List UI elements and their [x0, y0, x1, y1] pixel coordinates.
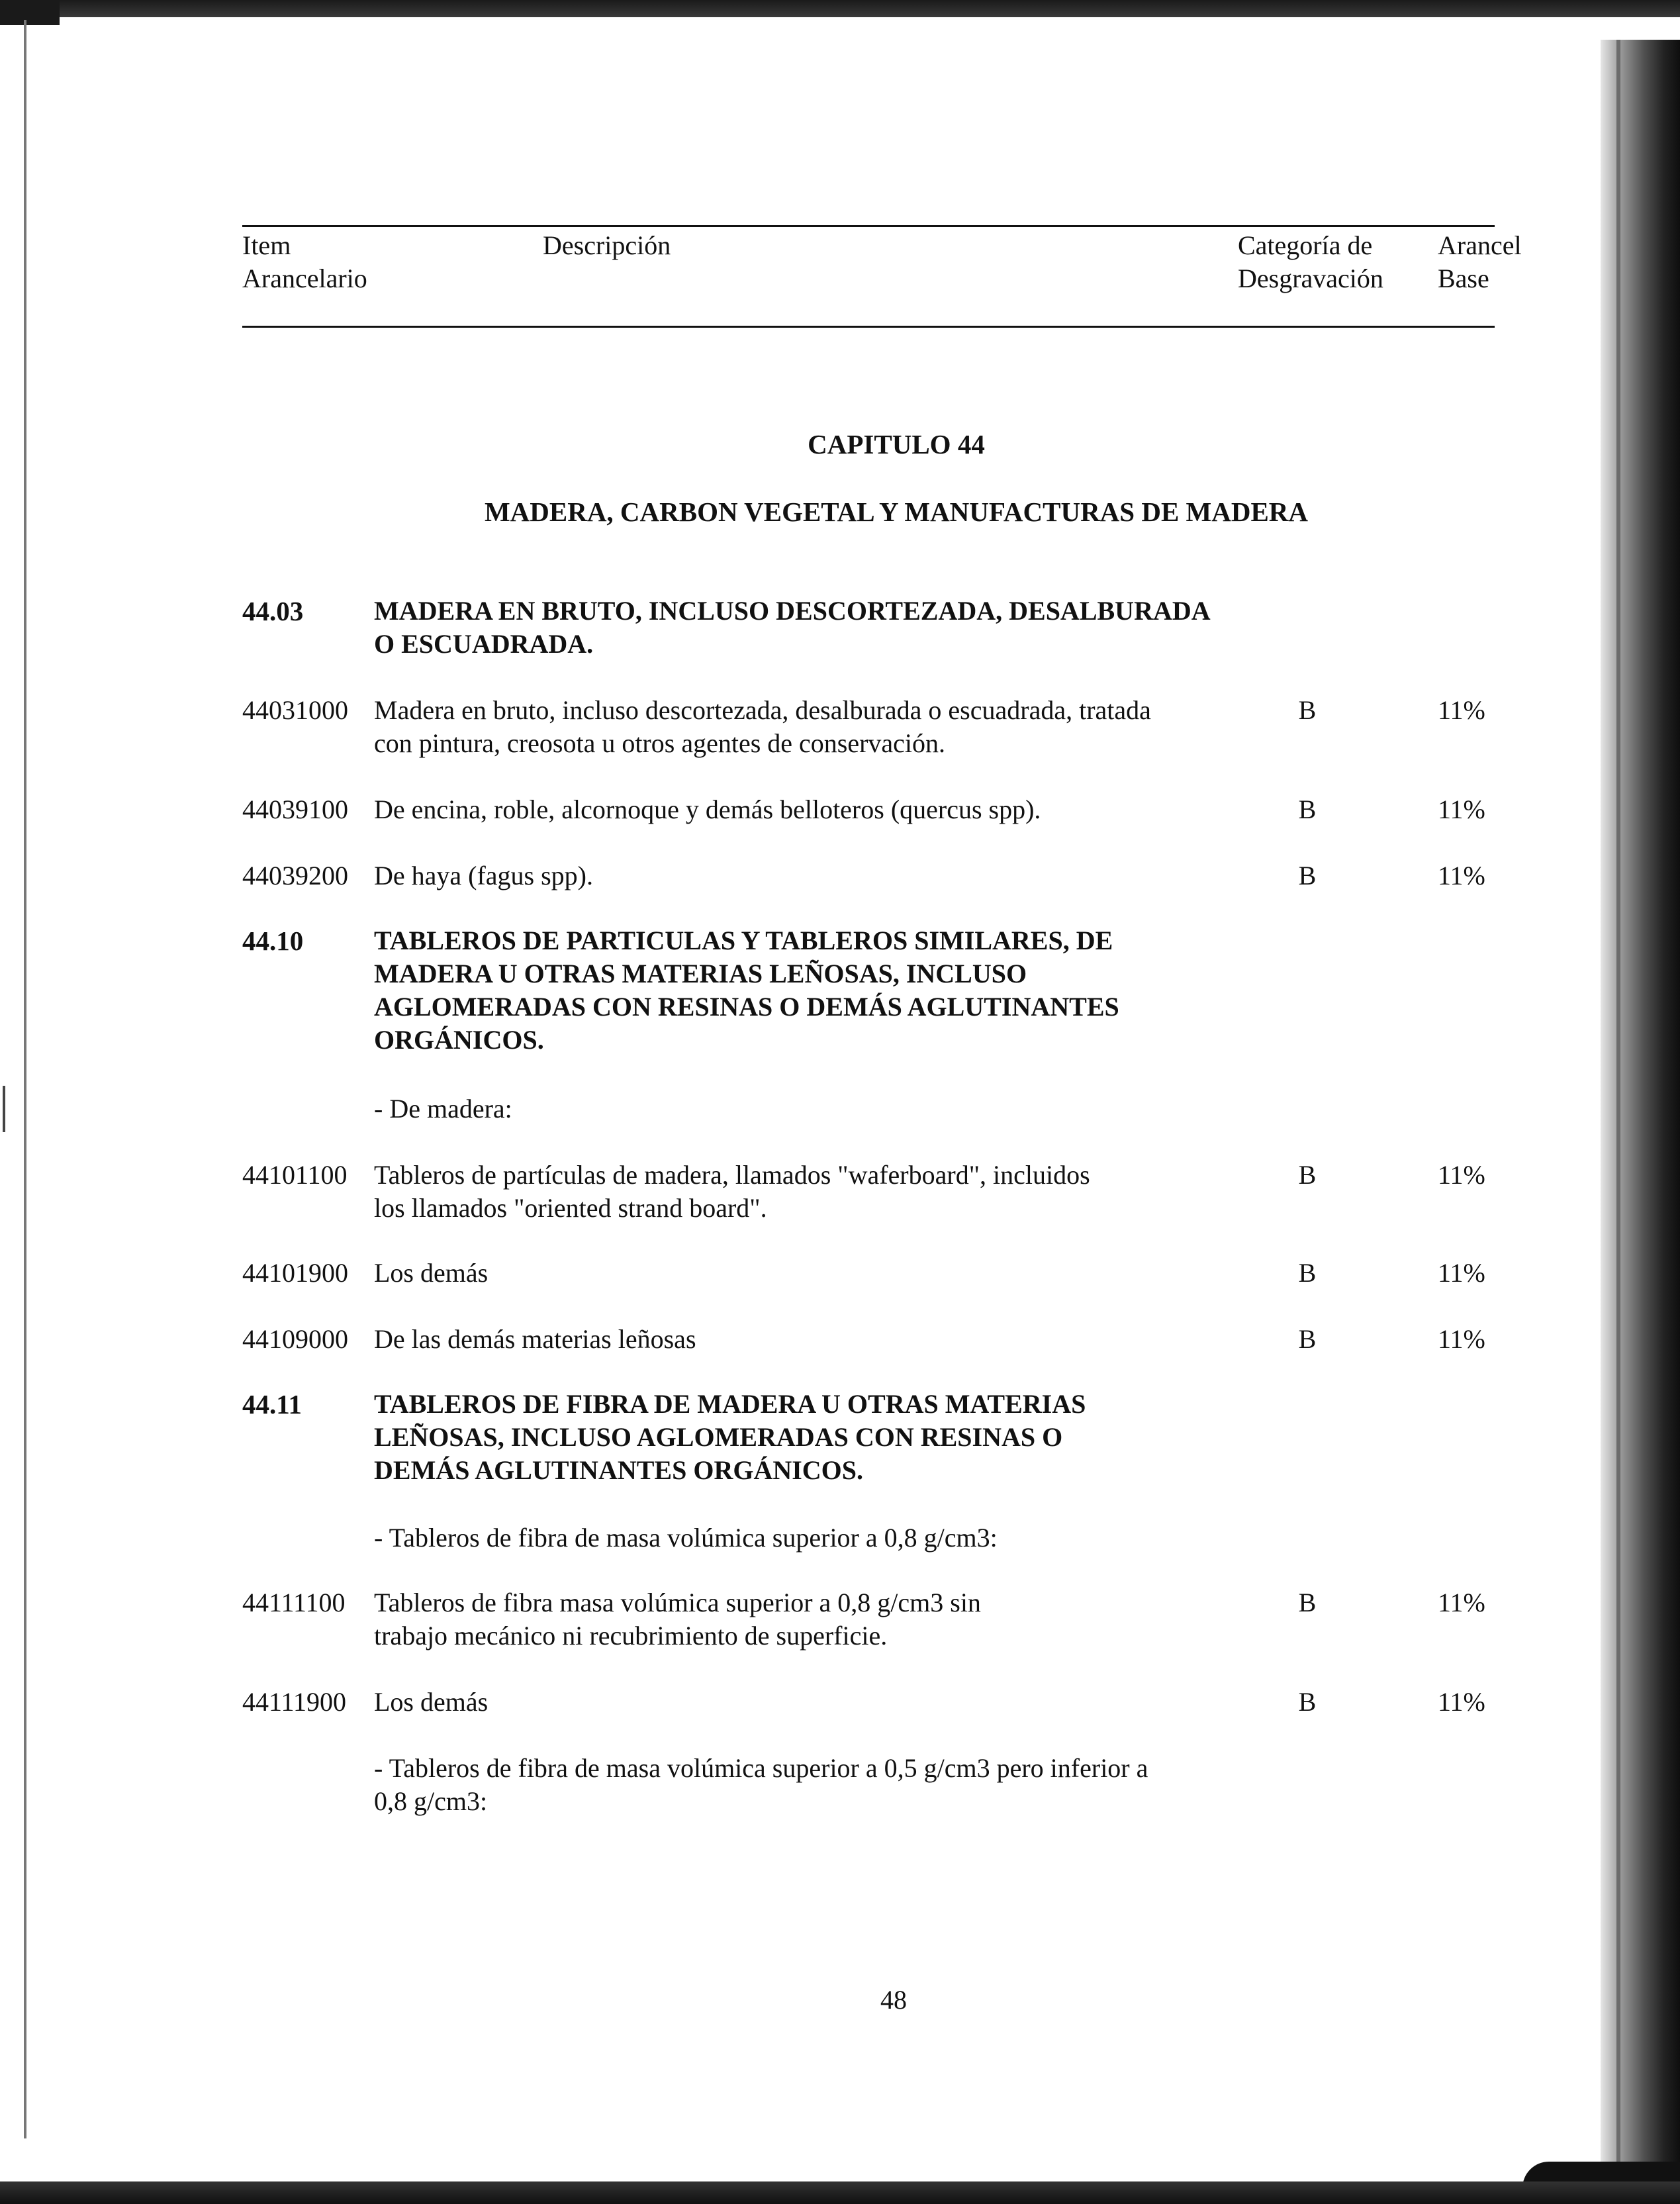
- item-description: [374, 1323, 696, 1356]
- header-tariff-label-2: Base: [1438, 264, 1489, 293]
- subheading: [374, 1521, 998, 1555]
- subheading-line: - Tableros de fibra de masa volúmica superior a 0,5 g/cm3 pero inferior a: [374, 1753, 1148, 1783]
- header-item-label-2: Arancelario: [242, 264, 367, 293]
- item-code: 44111100: [242, 1588, 346, 1617]
- heading-line: MADERA U OTRAS MATERIAS LEÑOSAS, INCLUSO: [374, 959, 1027, 988]
- header-category-label: Categoría de: [1238, 230, 1373, 260]
- heading-line: DEMÁS AGLUTINANTES ORGÁNICOS.: [374, 1455, 864, 1485]
- heading-code: 44.11: [242, 1389, 302, 1419]
- item-tariff: 11%: [1438, 695, 1485, 725]
- item-line: Tableros de partículas de madera, llamados "waferboard", incluidos: [374, 1160, 1090, 1190]
- header-tariff-label: Arancel: [1438, 230, 1522, 260]
- heading-line: MADERA EN BRUTO, INCLUSO DESCORTEZADA, DESALBURADA: [374, 596, 1211, 626]
- item-line: Los demás: [374, 1258, 489, 1288]
- item-tariff: 11%: [1438, 794, 1485, 824]
- header-item-label: Item: [242, 230, 291, 260]
- item-tariff: 11%: [1438, 1588, 1485, 1617]
- item-tariff: 11%: [1438, 1160, 1485, 1190]
- subheading: [374, 1092, 512, 1126]
- item-tariff: 11%: [1438, 861, 1485, 890]
- heading-description: [374, 924, 1119, 1057]
- heading-description: [374, 595, 1211, 661]
- item-category: B: [1298, 1687, 1317, 1717]
- subheading: [374, 1752, 1148, 1818]
- item-description: [374, 793, 1041, 826]
- heading-code: 44.03: [242, 596, 304, 626]
- scan-edge-left: [24, 20, 26, 2138]
- item-tariff: 11%: [1438, 1687, 1485, 1717]
- chapter-number: CAPITULO 44: [808, 429, 985, 459]
- scan-edge-right-line: [1616, 40, 1620, 2172]
- scan-edge-bottom: [0, 2181, 1680, 2204]
- item-line: Los demás: [374, 1687, 489, 1717]
- item-line: los llamados "oriented strand board".: [374, 1193, 767, 1223]
- item-description: [374, 1257, 488, 1290]
- subheading-line: - De madera:: [374, 1094, 512, 1124]
- heading-code: 44.10: [242, 926, 304, 956]
- item-line: De las demás materias leñosas: [374, 1324, 696, 1354]
- item-line: Tableros de fibra masa volúmica superior a 0,8 g/cm3 sin: [374, 1588, 981, 1617]
- header-rule-bottom: [242, 326, 1495, 328]
- item-line: trabajo mecánico ni recubrimiento de superficie.: [374, 1621, 888, 1651]
- item-category: B: [1298, 794, 1317, 824]
- heading-line: TABLEROS DE FIBRA DE MADERA U OTRAS MATERIAS: [374, 1389, 1086, 1419]
- item-category: B: [1298, 695, 1317, 725]
- item-category: B: [1298, 1258, 1317, 1288]
- item-code: 44101900: [242, 1258, 348, 1288]
- item-code: 44101100: [242, 1160, 348, 1190]
- heading-line: LEÑOSAS, INCLUSO AGLOMERADAS CON RESINAS O: [374, 1422, 1063, 1452]
- scan-edge-left-mark: [3, 1086, 5, 1132]
- heading-description: [374, 1388, 1086, 1487]
- item-description: [374, 1686, 488, 1719]
- item-code: 44111900: [242, 1687, 347, 1717]
- header-category-label-2: Desgravación: [1238, 264, 1383, 293]
- item-description: [374, 859, 593, 892]
- item-description: [374, 1159, 1090, 1225]
- item-description: [374, 1586, 981, 1653]
- page-number: 48: [880, 1985, 907, 2015]
- item-category: B: [1298, 1588, 1317, 1617]
- item-code: 44039100: [242, 794, 348, 824]
- chapter-title: MADERA, CARBON VEGETAL Y MANUFACTURAS DE MADERA: [484, 497, 1309, 527]
- item-line: Madera en bruto, incluso descortezada, desalburada o escuadrada, tratada: [374, 695, 1151, 725]
- item-description: [374, 694, 1151, 760]
- item-line: De haya (fagus spp).: [374, 861, 593, 890]
- scan-edge-right: [1601, 40, 1680, 2181]
- header-rule-top: [242, 225, 1495, 227]
- heading-line: TABLEROS DE PARTICULAS Y TABLEROS SIMILARES, DE: [374, 926, 1113, 955]
- item-category: B: [1298, 861, 1317, 890]
- scan-edge-top: [0, 0, 1680, 17]
- item-code: 44109000: [242, 1324, 348, 1354]
- item-tariff: 11%: [1438, 1258, 1485, 1288]
- item-code: 44031000: [242, 695, 348, 725]
- item-line: De encina, roble, alcornoque y demás belloteros (quercus spp).: [374, 794, 1041, 824]
- heading-line: ORGÁNICOS.: [374, 1025, 544, 1055]
- item-line: con pintura, creosota u otros agentes de conservación.: [374, 728, 946, 758]
- item-category: B: [1298, 1324, 1317, 1354]
- heading-line: AGLOMERADAS CON RESINAS O DEMÁS AGLUTINANTES: [374, 992, 1119, 1022]
- heading-line: O ESCUADRADA.: [374, 629, 594, 659]
- item-tariff: 11%: [1438, 1324, 1485, 1354]
- subheading-line: 0,8 g/cm3:: [374, 1786, 488, 1816]
- subheading-line: - Tableros de fibra de masa volúmica superior a 0,8 g/cm3:: [374, 1523, 998, 1553]
- header-description-label: Descripción: [543, 230, 671, 260]
- item-category: B: [1298, 1160, 1317, 1190]
- scan-edge-corner: [0, 0, 60, 25]
- item-code: 44039200: [242, 861, 348, 890]
